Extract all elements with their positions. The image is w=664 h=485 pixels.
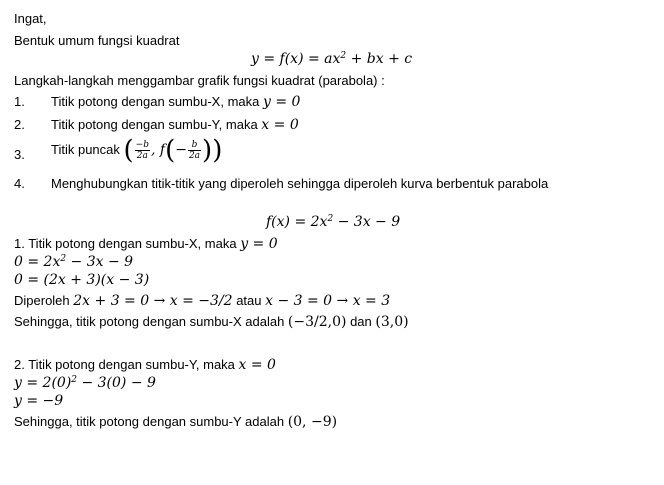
general-formula-exponent: 2 [340, 51, 347, 61]
step-3-number: 3. [14, 147, 25, 162]
part1-result-text2: atau [232, 293, 266, 308]
part1-eq1-a: 0 = 2x [14, 254, 61, 270]
vertex-frac-2: $\frac{b}{2a}$ [188, 140, 201, 161]
part1-conclusion-text: Sehingga, titik potong dengan sumbu-X adalah [14, 314, 288, 329]
step-3-text: Titik puncak [51, 141, 124, 157]
part2-eq1 [14, 374, 156, 392]
problem-function-rhs: − 3x − 9 [333, 214, 401, 230]
part1-eq1 [14, 253, 133, 271]
part2-eq1-exponent: 2 [71, 375, 78, 385]
vertex-sep: , f [150, 141, 166, 158]
part1-conclusion-and: dan [346, 314, 376, 329]
part1-result-math1: 2x + 3 = 0 → x = −3/2 [73, 293, 233, 309]
step-2-math: x = 0 [261, 117, 299, 133]
part2-conclusion [14, 413, 337, 431]
part1-eq1-b: − 3x − 9 [66, 254, 134, 270]
vertex-frac-1: $\frac{-b}{2a}$ [135, 140, 149, 161]
steps-heading: Langkah-langkah menggambar grafik fungsi kuadrat (parabola) : [14, 73, 385, 88]
intro-general-form-label: Bentuk umum fungsi kuadrat [14, 33, 180, 48]
step-1-text: Titik potong dengan sumbu-X, maka [51, 94, 263, 109]
part2-conclusion-math: (0, −9) [287, 414, 338, 430]
step-1-number: 1. [14, 94, 25, 109]
part1-conclusion-math1: (−3/2,0) [287, 314, 347, 330]
part1-heading-text: 1. Titik potong dengan sumbu-X, maka [14, 236, 241, 251]
part2-eq1-b: − 3(0) − 9 [77, 375, 156, 391]
part2-eq2: y = −9 [14, 393, 64, 409]
step-4-text: Menghubungkan titik-titik yang diperoleh sehingga diperoleh kurva berbentuk parabola [51, 176, 549, 191]
part2-heading-math: x = 0 [238, 357, 276, 373]
step-1-math: y = 0 [262, 94, 301, 110]
general-formula [251, 50, 412, 68]
part1-result-text1: Diperoleh [14, 293, 74, 308]
vertex-formula: Titik puncak ( $\frac{-b}{2a}$ , f(− $\frac{b}{2a}$ )) [51, 135, 223, 166]
part2-heading-text: 2. Titik potong dengan sumbu-Y, maka [14, 357, 239, 372]
general-formula-lhs: y = f(x) = ax [251, 51, 341, 67]
part1-result [14, 292, 390, 310]
part2-eq1-a: y = 2(0) [14, 375, 72, 391]
problem-function [266, 213, 400, 231]
general-formula-rhs: + bx + c [346, 51, 413, 67]
step-4-number: 4. [14, 176, 25, 191]
part1-result-math2: x − 3 = 0 → x = 3 [265, 293, 391, 309]
intro-reminder: Ingat, [14, 11, 47, 26]
vertex-minus: − [175, 141, 187, 158]
part1-conclusion [14, 313, 409, 331]
step-2-text: Titik potong dengan sumbu-Y, maka [51, 117, 262, 132]
step-2-number: 2. [14, 117, 25, 132]
part1-heading-math: y = 0 [240, 236, 278, 252]
part1-conclusion-math2: (3,0) [375, 314, 409, 330]
part1-eq1-exponent: 2 [60, 254, 67, 264]
problem-function-lhs: f(x) = 2x [266, 214, 328, 230]
part2-conclusion-text: Sehingga, titik potong dengan sumbu-Y adalah [14, 414, 288, 429]
problem-function-exponent: 2 [327, 214, 334, 224]
part1-heading [14, 235, 278, 253]
part2-heading [14, 356, 276, 374]
part1-eq2: 0 = (2x + 3)(x − 3) [14, 272, 150, 288]
